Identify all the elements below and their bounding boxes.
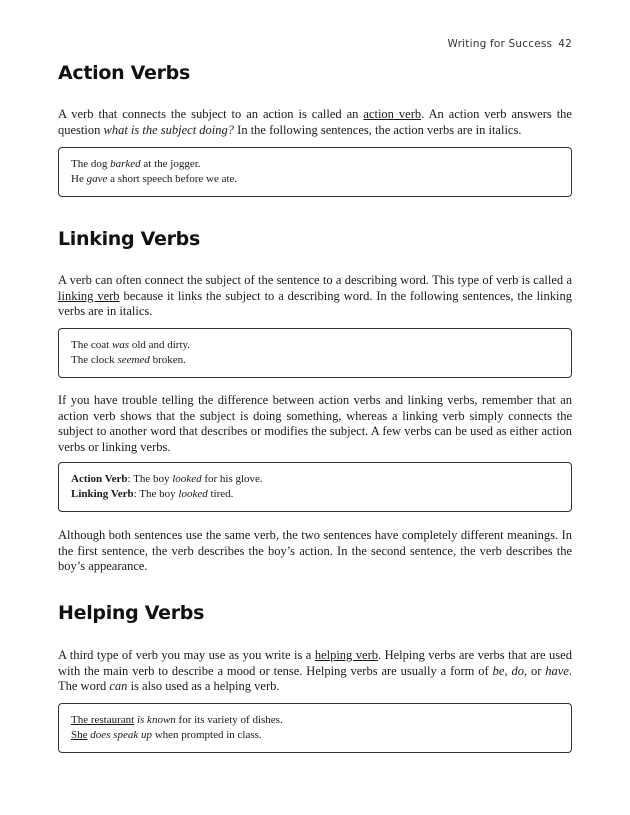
text-run: : The boy <box>133 487 179 500</box>
text-run: because it links the subject to a describing word. In the following sentences, the linking verbs are in italics. <box>58 288 572 318</box>
text-run: . An action verb answers the question <box>58 107 572 137</box>
text-run: , or <box>523 663 546 678</box>
text-run: A verb can often connect the subject of the sentence to a describing word. This type of verb is called a <box>58 273 572 287</box>
helping-verbs-paragraph <box>58 648 572 695</box>
italic-verb: does speak up <box>90 728 152 741</box>
meanings-paragraph: Although both sentences use the same verb, the two sentences have completely different meanings. In the first sentence, the verb describes the boy’s action. In the second sentence, the verb describes the boy’s appearance. <box>58 528 572 573</box>
underlined-subject: The restaurant <box>71 714 135 726</box>
text-run: when prompted in class. <box>151 728 262 741</box>
example-line <box>71 487 559 502</box>
example-line <box>71 728 559 743</box>
comparison-examples-box <box>58 462 572 512</box>
text-run: , <box>504 663 512 678</box>
example-line <box>71 338 559 353</box>
italic-verb: is known <box>136 714 176 726</box>
difference-paragraph: If you have trouble telling the difference between action verbs and linking verbs, remember that an action verb shows that the subject is doing something, whereas a linking verb simply connects the subject to another word that describes or modifies the subject. A few verbs can be used as either action verbs or linking verbs. <box>58 393 572 454</box>
linking-verbs-paragraph <box>58 273 572 320</box>
text-run: The coat <box>71 339 112 351</box>
text-run: He <box>71 172 87 185</box>
underlined-subject: She <box>71 728 88 741</box>
word-be: be <box>492 663 505 678</box>
label-action-verb: Action Verb <box>71 473 128 485</box>
italic-verb: barked <box>110 158 141 170</box>
page-number: 42 <box>558 38 572 50</box>
term-helping-verb: helping verb <box>314 648 378 662</box>
word-can: can <box>109 679 128 693</box>
italic-verb: seemed <box>117 353 150 366</box>
subject-question: what is the subject doing? <box>103 122 235 137</box>
text-run: for its variety of dishes. <box>175 714 283 726</box>
term-linking-verb: linking verb <box>58 288 120 303</box>
example-line <box>71 353 559 368</box>
text-run: is also used as a helping verb. <box>127 679 280 693</box>
action-verbs-paragraph <box>58 107 572 138</box>
text-run: A verb that connects the subject to an action is called an <box>58 107 364 121</box>
text-run: for his glove. <box>201 473 263 485</box>
running-title: Writing for Success <box>447 38 553 50</box>
text-run: . Helping verbs are verbs that are used with the main verb to describe a mood or tense. Helping verbs are usually a form of <box>58 648 572 678</box>
example-line <box>71 157 559 172</box>
italic-verb: looked <box>178 487 208 500</box>
text-run: The dog <box>71 158 111 170</box>
action-verb-examples-box <box>58 147 572 197</box>
text-run: : The boy <box>127 473 173 485</box>
text-run: broken. <box>149 353 186 366</box>
running-header <box>448 38 572 50</box>
heading-linking-verbs: Linking Verbs <box>58 228 200 250</box>
linking-verb-examples-box <box>58 328 572 378</box>
word-have: have <box>545 663 569 678</box>
text-run: tired. <box>207 487 234 500</box>
text-run: old and dirty. <box>129 339 191 351</box>
italic-verb: looked <box>172 473 202 485</box>
example-line <box>71 713 559 728</box>
text-run: In the following sentences, the action verbs are in italics. <box>234 122 522 137</box>
text-run: . The word <box>58 663 573 693</box>
label-linking-verb: Linking Verb <box>71 487 134 500</box>
text-run: a short speech before we ate. <box>107 172 238 185</box>
heading-helping-verbs: Helping Verbs <box>58 602 205 624</box>
text-run: A third type of verb you may use as you write is a <box>58 648 315 662</box>
helping-verb-examples-box <box>58 703 572 753</box>
italic-verb: gave <box>86 172 108 185</box>
word-do: do <box>511 663 524 678</box>
term-action-verb: action verb <box>363 107 422 121</box>
text-run: The clock <box>71 353 118 366</box>
italic-verb: was <box>111 339 130 351</box>
heading-action-verbs: Action Verbs <box>58 62 190 84</box>
text-run: at the jogger. <box>140 158 201 170</box>
example-line <box>71 172 559 187</box>
example-line <box>71 472 559 487</box>
